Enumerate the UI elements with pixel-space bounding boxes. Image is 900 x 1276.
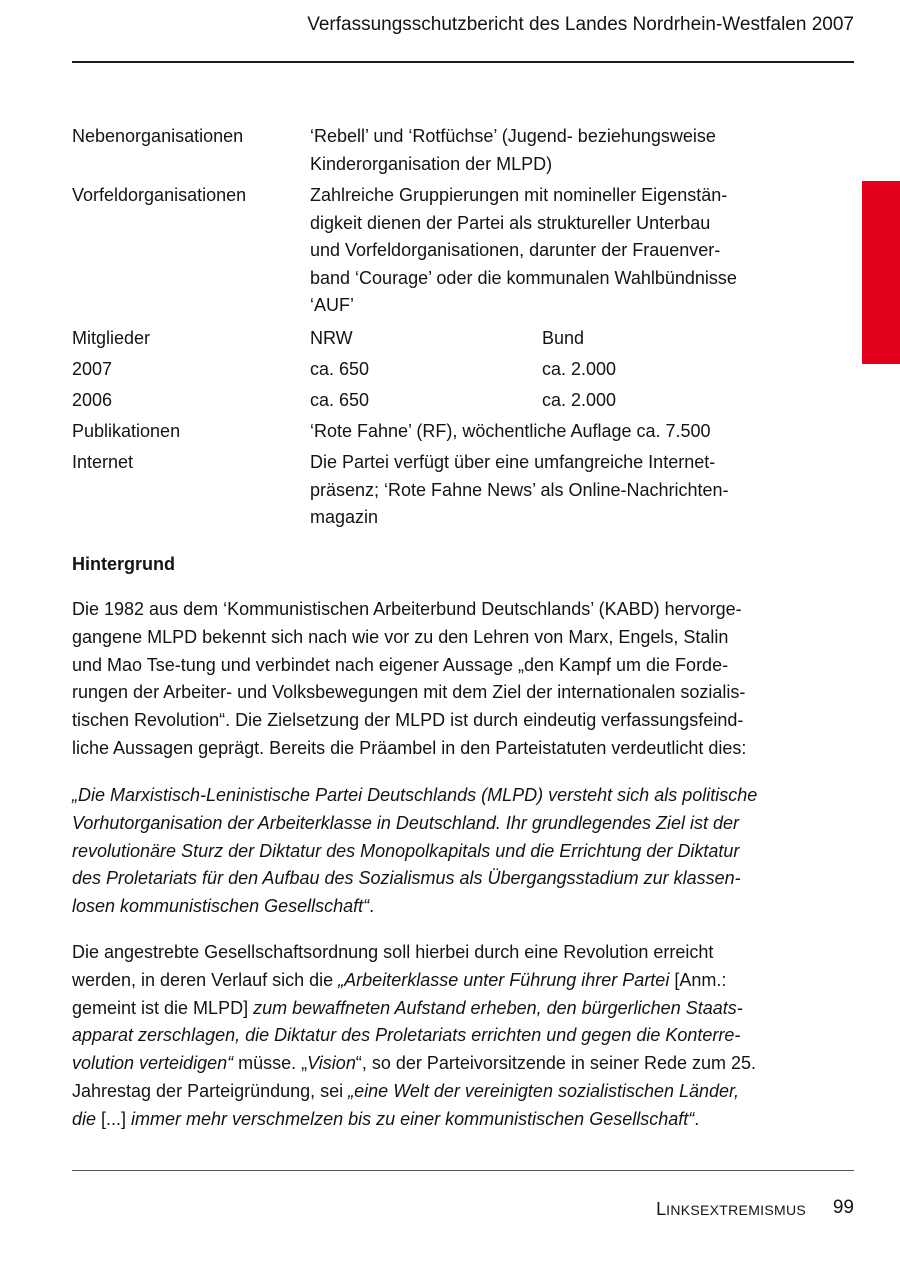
info-col-bund: ca. 2.000 bbox=[542, 390, 617, 410]
info-col-bund: ca. 2.000 bbox=[542, 359, 617, 379]
quote-line: revolutionäre Sturz der Diktatur des Monopolkapitals und die Errichtung der Diktatur bbox=[72, 840, 740, 861]
section-heading: Hintergrund bbox=[72, 554, 175, 574]
paragraph-line: und Mao Tse-tung und verbindet nach eigener Aussage „den Kampf um die Forde- bbox=[72, 654, 729, 675]
footer-section-initial: L bbox=[656, 1199, 667, 1219]
text-run-italic: die bbox=[72, 1108, 97, 1129]
paragraph-line: Die 1982 aus dem ‘Kommunistischen Arbeiterbund Deutschlands’ (KABD) hervorge- bbox=[72, 599, 742, 619]
info-value bbox=[310, 418, 780, 446]
paragraph-line: tischen Revolution“. Die Zielsetzung der MLPD ist durch eindeutig verfassungsfeind- bbox=[72, 710, 744, 731]
info-value-line: Zahlreiche Gruppierungen mit nomineller Eigenstän- bbox=[310, 185, 728, 205]
paragraph-line: apparat zerschlagen, die Diktatur des Proletariats errichten und gegen die Konterre- bbox=[72, 1025, 741, 1046]
info-label: 2006 bbox=[72, 390, 113, 410]
header-title: Verfassungsschutzbericht des Landes Nordrhein-Westfalen 2007 bbox=[307, 14, 854, 35]
info-value-line: ‘Rebell’ und ‘Rotfüchse’ (Jugend- beziehungsweise bbox=[310, 126, 716, 146]
info-value-line: Kinderorganisation der MLPD) bbox=[310, 153, 553, 174]
info-label: Internet bbox=[72, 452, 134, 472]
info-value-line: ‘Rote Fahne’ (RF), wöchentliche Auflage ca. 7.500 bbox=[310, 421, 711, 441]
text-run: “, so der Parteivorsitzende in seiner Rede zum 25. bbox=[355, 1053, 757, 1074]
text-run-italic: „eine Welt der vereinigten sozialistischen Länder, bbox=[348, 1080, 740, 1101]
text-run-italic: volution verteidigen“ bbox=[72, 1053, 234, 1074]
quote-line: des Proletariats für den Aufbau des Sozialismus als Übergangsstadium zur klassen- bbox=[72, 868, 741, 889]
text-run: Jahrestag der Parteigründung, sei bbox=[72, 1080, 349, 1101]
quote-preamble bbox=[72, 782, 832, 921]
info-label: 2007 bbox=[72, 359, 113, 379]
paragraph-line bbox=[72, 1106, 832, 1134]
text-run-italic: „Arbeiterklasse unter Führung ihrer Partei bbox=[338, 969, 670, 990]
footer-section-title bbox=[656, 1198, 806, 1221]
paragraph-line bbox=[72, 1050, 832, 1078]
text-run: [...] bbox=[96, 1108, 132, 1129]
info-label: Nebenorganisationen bbox=[72, 126, 244, 146]
info-value bbox=[310, 123, 780, 178]
info-label: Mitglieder bbox=[72, 328, 151, 348]
text-run: werden, in deren Verlauf sich die bbox=[72, 969, 339, 990]
quote-text: losen kommunistischen Gesellschaft“ bbox=[72, 896, 370, 917]
info-col-nrw: NRW bbox=[310, 328, 353, 348]
quote-line: Vorhutorganisation der Arbeiterklasse in Deutschland. Ihr grundlegendes Ziel ist der bbox=[72, 812, 740, 833]
text-run-italic: zum bewaffneten Aufstand erheben, den bürgerlichen Staats- bbox=[253, 997, 743, 1018]
info-value-line: band ‘Courage’ oder die kommunalen Wahlbündnisse bbox=[310, 267, 737, 288]
paragraph-line: gangene MLPD bekennt sich nach wie vor zu den Lehren von Marx, Engels, Stalin bbox=[72, 626, 729, 647]
info-label: Publikationen bbox=[72, 421, 181, 441]
quote-line: „Die Marxistisch-Leninistische Partei Deutschlands (MLPD) versteht sich als politische bbox=[72, 785, 758, 805]
info-value-line: digkeit dienen der Partei als struktureller Unterbau bbox=[310, 212, 711, 233]
info-value bbox=[310, 182, 780, 320]
info-value-line: ‘AUF’ bbox=[310, 295, 354, 315]
text-run: müsse. „ bbox=[233, 1053, 308, 1074]
paragraph-revolution bbox=[72, 939, 832, 1134]
paragraph-line: liche Aussagen geprägt. Bereits die Präambel in den Parteistatuten verdeutlicht dies: bbox=[72, 737, 747, 758]
info-label: Vorfeldorganisationen bbox=[72, 185, 247, 205]
paragraph-line bbox=[72, 995, 832, 1023]
info-value-line: Die Partei verfügt über eine umfangreiche Internet- bbox=[310, 452, 716, 472]
quote-line bbox=[72, 893, 832, 921]
paragraph-line: Die angestrebte Gesellschaftsordnung soll hierbei durch eine Revolution erreicht bbox=[72, 942, 714, 962]
header-rule bbox=[72, 61, 854, 63]
text-run: . bbox=[694, 1108, 700, 1129]
text-run-italic: immer mehr verschmelzen bis zu einer kommunistischen Gesellschaft“ bbox=[131, 1108, 695, 1129]
info-value-line: präsenz; ‘Rote Fahne News’ als Online-Nachrichten- bbox=[310, 479, 729, 500]
text-run: gemeint ist die MLPD] bbox=[72, 997, 254, 1018]
paragraph-line bbox=[72, 1078, 832, 1106]
info-col-bund: Bund bbox=[542, 328, 585, 348]
footer-rule bbox=[72, 1170, 854, 1171]
page-number: 99 bbox=[832, 1197, 854, 1218]
chapter-marker-tab bbox=[862, 181, 900, 364]
info-col-nrw: ca. 650 bbox=[310, 359, 370, 379]
info-value bbox=[310, 449, 780, 532]
paragraph-background bbox=[72, 596, 832, 763]
paragraph-line bbox=[72, 967, 832, 995]
quote-period: . bbox=[369, 896, 375, 917]
info-col-nrw: ca. 650 bbox=[310, 390, 370, 410]
text-run-italic: Vision bbox=[307, 1053, 356, 1074]
paragraph-line: rungen der Arbeiter- und Volksbewegungen mit dem Ziel der internationalen sozialis- bbox=[72, 682, 746, 703]
text-run: [Anm.: bbox=[669, 969, 727, 990]
info-value-line: magazin bbox=[310, 507, 379, 527]
footer-section-rest: INKSEXTREMISMUS bbox=[666, 1202, 806, 1218]
info-value-line: und Vorfeldorganisationen, darunter der Frauenver- bbox=[310, 240, 721, 260]
